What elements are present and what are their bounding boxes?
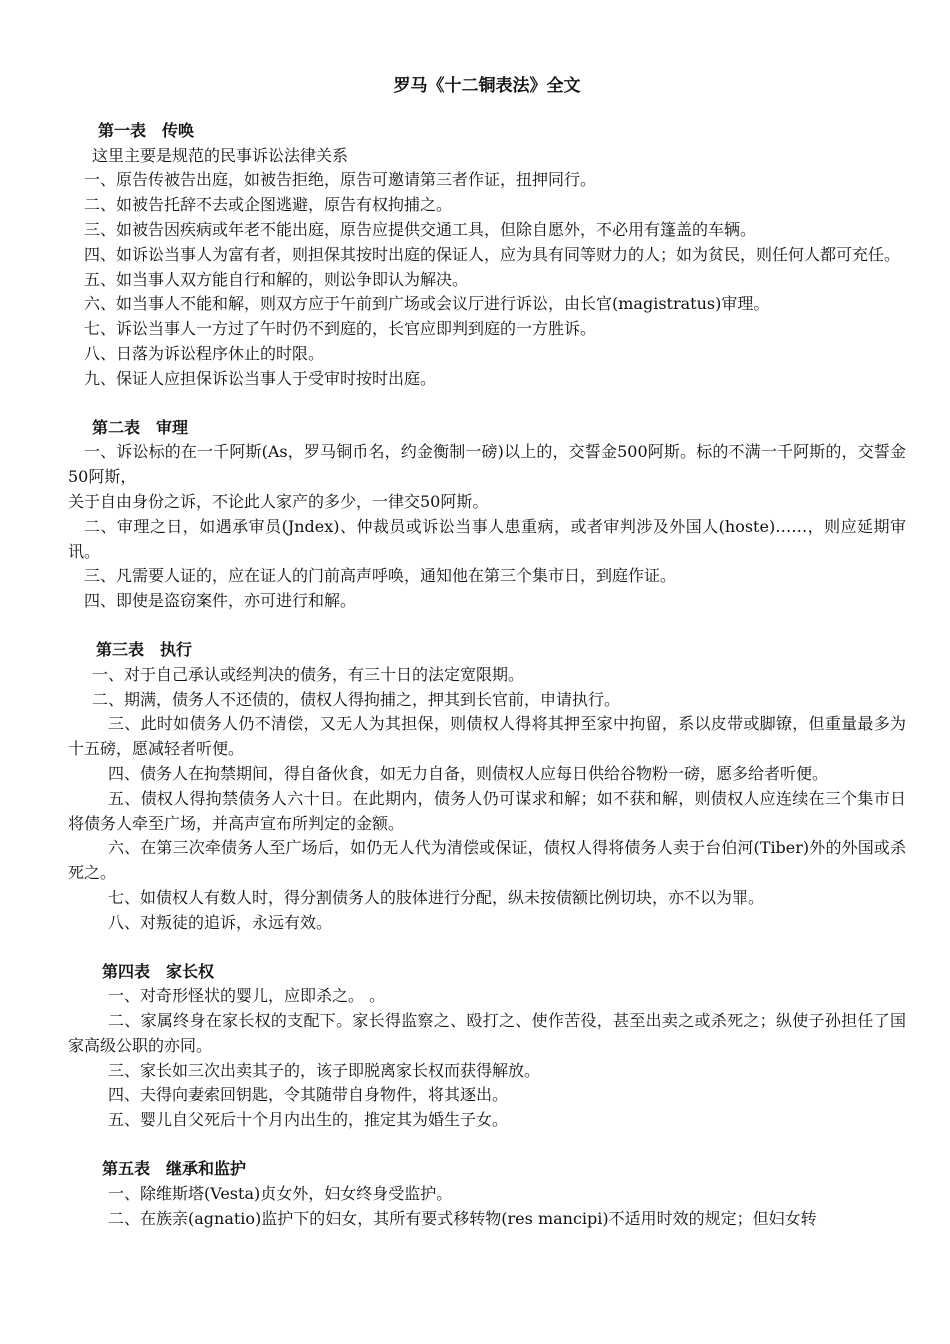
paragraph: 四、如诉讼当事人为富有者，则担保其按时出庭的保证人，应为具有同等财力的人；如为贫民，则任何人都可充任。 [84, 244, 901, 264]
table-4-section [68, 960, 906, 1134]
paragraph: 五、婴儿自父死后十个月内出生的，推定其为婚生子女。 [108, 1110, 509, 1130]
paragraph: 六、在第三次牵债务人至广场后，如仍无人代为清偿或保证，债权人得将债务人卖于台伯河(Tiber)外的外国或杀死之。 [68, 838, 906, 883]
paragraph: 三、如被告因疾病或年老不能出庭，原告应提供交通工具，但除自愿外，不必用有篷盖的车辆。 [84, 219, 757, 239]
paragraph: 这里主要是规范的民事诉讼法律关系 [92, 145, 349, 165]
paragraph: 二、期满，债务人不还债的，债权人得拘捕之，押其到长官前，申请执行。 [92, 689, 621, 709]
paragraph: 七、诉讼当事人一方过了午时仍不到庭的，长官应即判到庭的一方胜诉。 [84, 319, 597, 339]
section-heading: 第一表 传唤 [98, 120, 195, 140]
paragraph: 八、日落为诉讼程序休止的时限。 [84, 343, 325, 363]
section-heading: 第二表 审理 [92, 417, 189, 437]
document-title: 罗马《十二铜表法》全文 [393, 76, 581, 96]
table-5-section [68, 1157, 906, 1231]
paragraph: 一、诉讼标的在一千阿斯(As，罗马铜币名，约金衡制一磅)以上的，交誓金500阿斯。标的不满一千阿斯的，交誓金50阿斯， [68, 442, 906, 487]
paragraph: 一、原告传被告出庭，如被告拒绝，原告可邀请第三者作证，扭押同行。 [84, 170, 597, 190]
paragraph: 一、除维斯塔(Vesta)贞女外，妇女终身受监护。 [108, 1183, 453, 1203]
paragraph: 九、保证人应担保诉讼当事人于受审时按时出庭。 [84, 368, 437, 388]
paragraph: 关于自由身份之诉，不论此人家产的多少，一律交50阿斯。 [68, 491, 489, 511]
paragraph: 三、家长如三次出卖其子的，该子即脱离家长权而获得解放。 [108, 1060, 541, 1080]
paragraph: 八、对叛徒的追诉，永远有效。 [108, 912, 333, 932]
paragraph: 四、债务人在拘禁期间，得自备伙食，如无力自备，则债权人应每日供给谷物粉一磅，愿多给者听便。 [108, 763, 829, 783]
section-heading: 第四表 家长权 [102, 961, 215, 981]
section-heading: 第三表 执行 [96, 639, 193, 659]
paragraph: 二、审理之日，如遇承审员(Jndex)、仲裁员或诉讼当事人患重病，或者审判涉及外国人(hoste)……，则应延期审讯。 [68, 516, 906, 561]
table-2-section [68, 416, 906, 614]
document-page [68, 70, 906, 1255]
table-3-section [68, 638, 906, 936]
paragraph: 七、如债权人有数人时，得分割债务人的肢体进行分配，纵未按债额比例切块，亦不以为罪。 [108, 887, 765, 907]
paragraph: 二、如被告托辞不去或企图逃避，原告有权拘捕之。 [84, 195, 453, 215]
paragraph: 三、此时如债务人仍不清偿，又无人为其担保，则债权人得将其押至家中拘留，系以皮带或脚镣，但重量最多为十五磅，愿减轻者听便。 [68, 714, 906, 759]
section-heading: 第五表 继承和监护 [102, 1159, 247, 1179]
paragraph: 二、在族亲(agnatio)监护下的妇女，其所有要式移转物(res mancipi)不适用时效的规定；但妇女转 [108, 1208, 817, 1228]
paragraph: 三、凡需要人证的，应在证人的门前高声呼唤，通知他在第三个集市日，到庭作证。 [84, 566, 677, 586]
paragraph: 五、如当事人双方能自行和解的，则讼争即认为解决。 [84, 269, 469, 289]
paragraph: 四、夫得向妻索回钥匙，令其随带自身物件，将其逐出。 [108, 1085, 509, 1105]
paragraph: 一、对于自己承认或经判决的债务，有三十日的法定宽限期。 [92, 664, 525, 684]
paragraph: 二、家属终身在家长权的支配下。家长得监察之、殴打之、使作苦役，甚至出卖之或杀死之；纵使子孙担任了国家高级公职的亦同。 [68, 1011, 906, 1055]
paragraph: 四、即使是盗窃案件，亦可进行和解。 [84, 591, 357, 611]
table-1-section [68, 119, 906, 392]
paragraph: 六、如当事人不能和解，则双方应于午前到广场或会议厅进行诉讼，由长官(magistratus)审理。 [84, 294, 770, 314]
paragraph: 五、债权人得拘禁债务人六十日。在此期内，债务人仍可谋求和解；如不获和解，则债权人应连续在三个集市日将债务人牵至广场，并高声宣布所判定的金额。 [68, 788, 906, 833]
paragraph: 一、对奇形怪状的婴儿，应即杀之。 。 [108, 986, 386, 1006]
